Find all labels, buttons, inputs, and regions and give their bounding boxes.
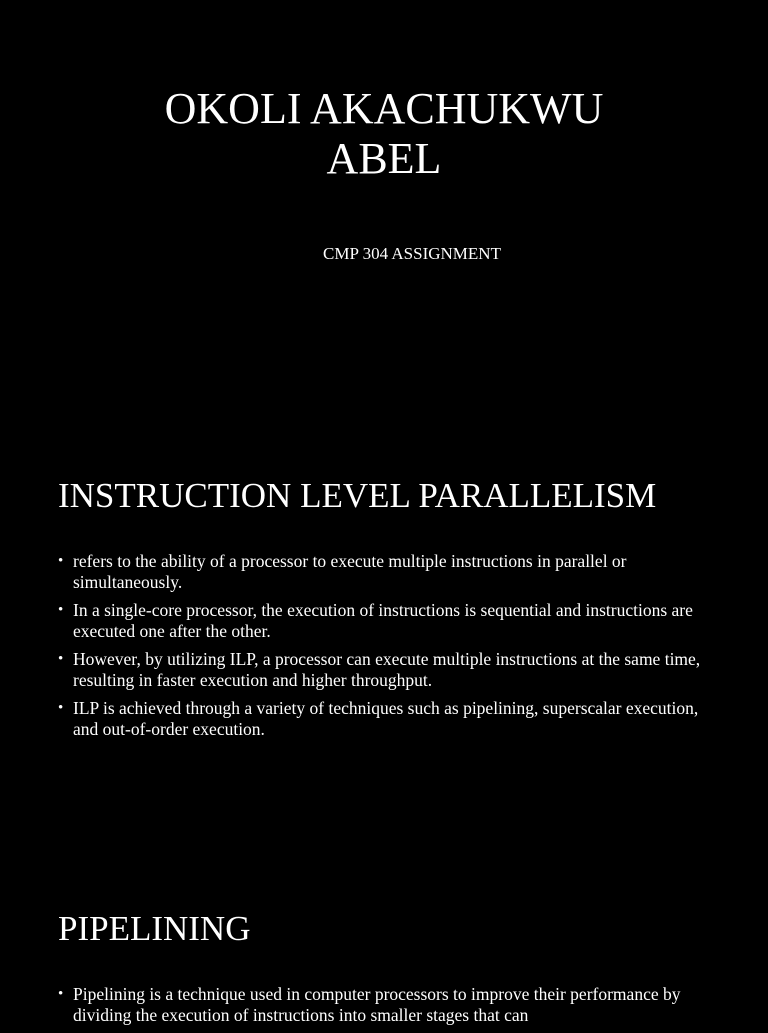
ilp-heading: INSTRUCTION LEVEL PARALLELISM	[58, 476, 657, 515]
pipelining-heading: PIPELINING	[58, 909, 251, 948]
ilp-bullet-2: • In a single-core processor, the execution of instructions is sequential and instructions are executed one after the other.	[58, 600, 708, 642]
presentation-title	[0, 84, 768, 184]
presentation-subtitle: CMP 304 ASSIGNMENT	[323, 244, 501, 263]
pipelining-bullet-list	[58, 984, 708, 1033]
ilp-bullet-3: • However, by utilizing ILP, a processor can execute multiple instructions at the same time, resulting in faster execution and higher throughput.	[58, 649, 708, 691]
pipelining-bullet-1: • Pipelining is a technique used in computer processors to improve their performance by dividing the execution of instructions into smaller stages that can	[58, 984, 708, 1026]
title-line-2: ABEL	[326, 134, 442, 183]
ilp-bullet-4: • ILP is achieved through a variety of techniques such as pipelining, superscalar execution, and out-of-order execution.	[58, 698, 708, 740]
ilp-bullet-1: • refers to the ability of a processor to execute multiple instructions in parallel or simultaneously.	[58, 551, 708, 593]
ilp-bullet-list	[58, 551, 708, 747]
title-slide	[0, 0, 768, 430]
title-line-1: OKOLI AKACHUKWU	[164, 84, 604, 133]
